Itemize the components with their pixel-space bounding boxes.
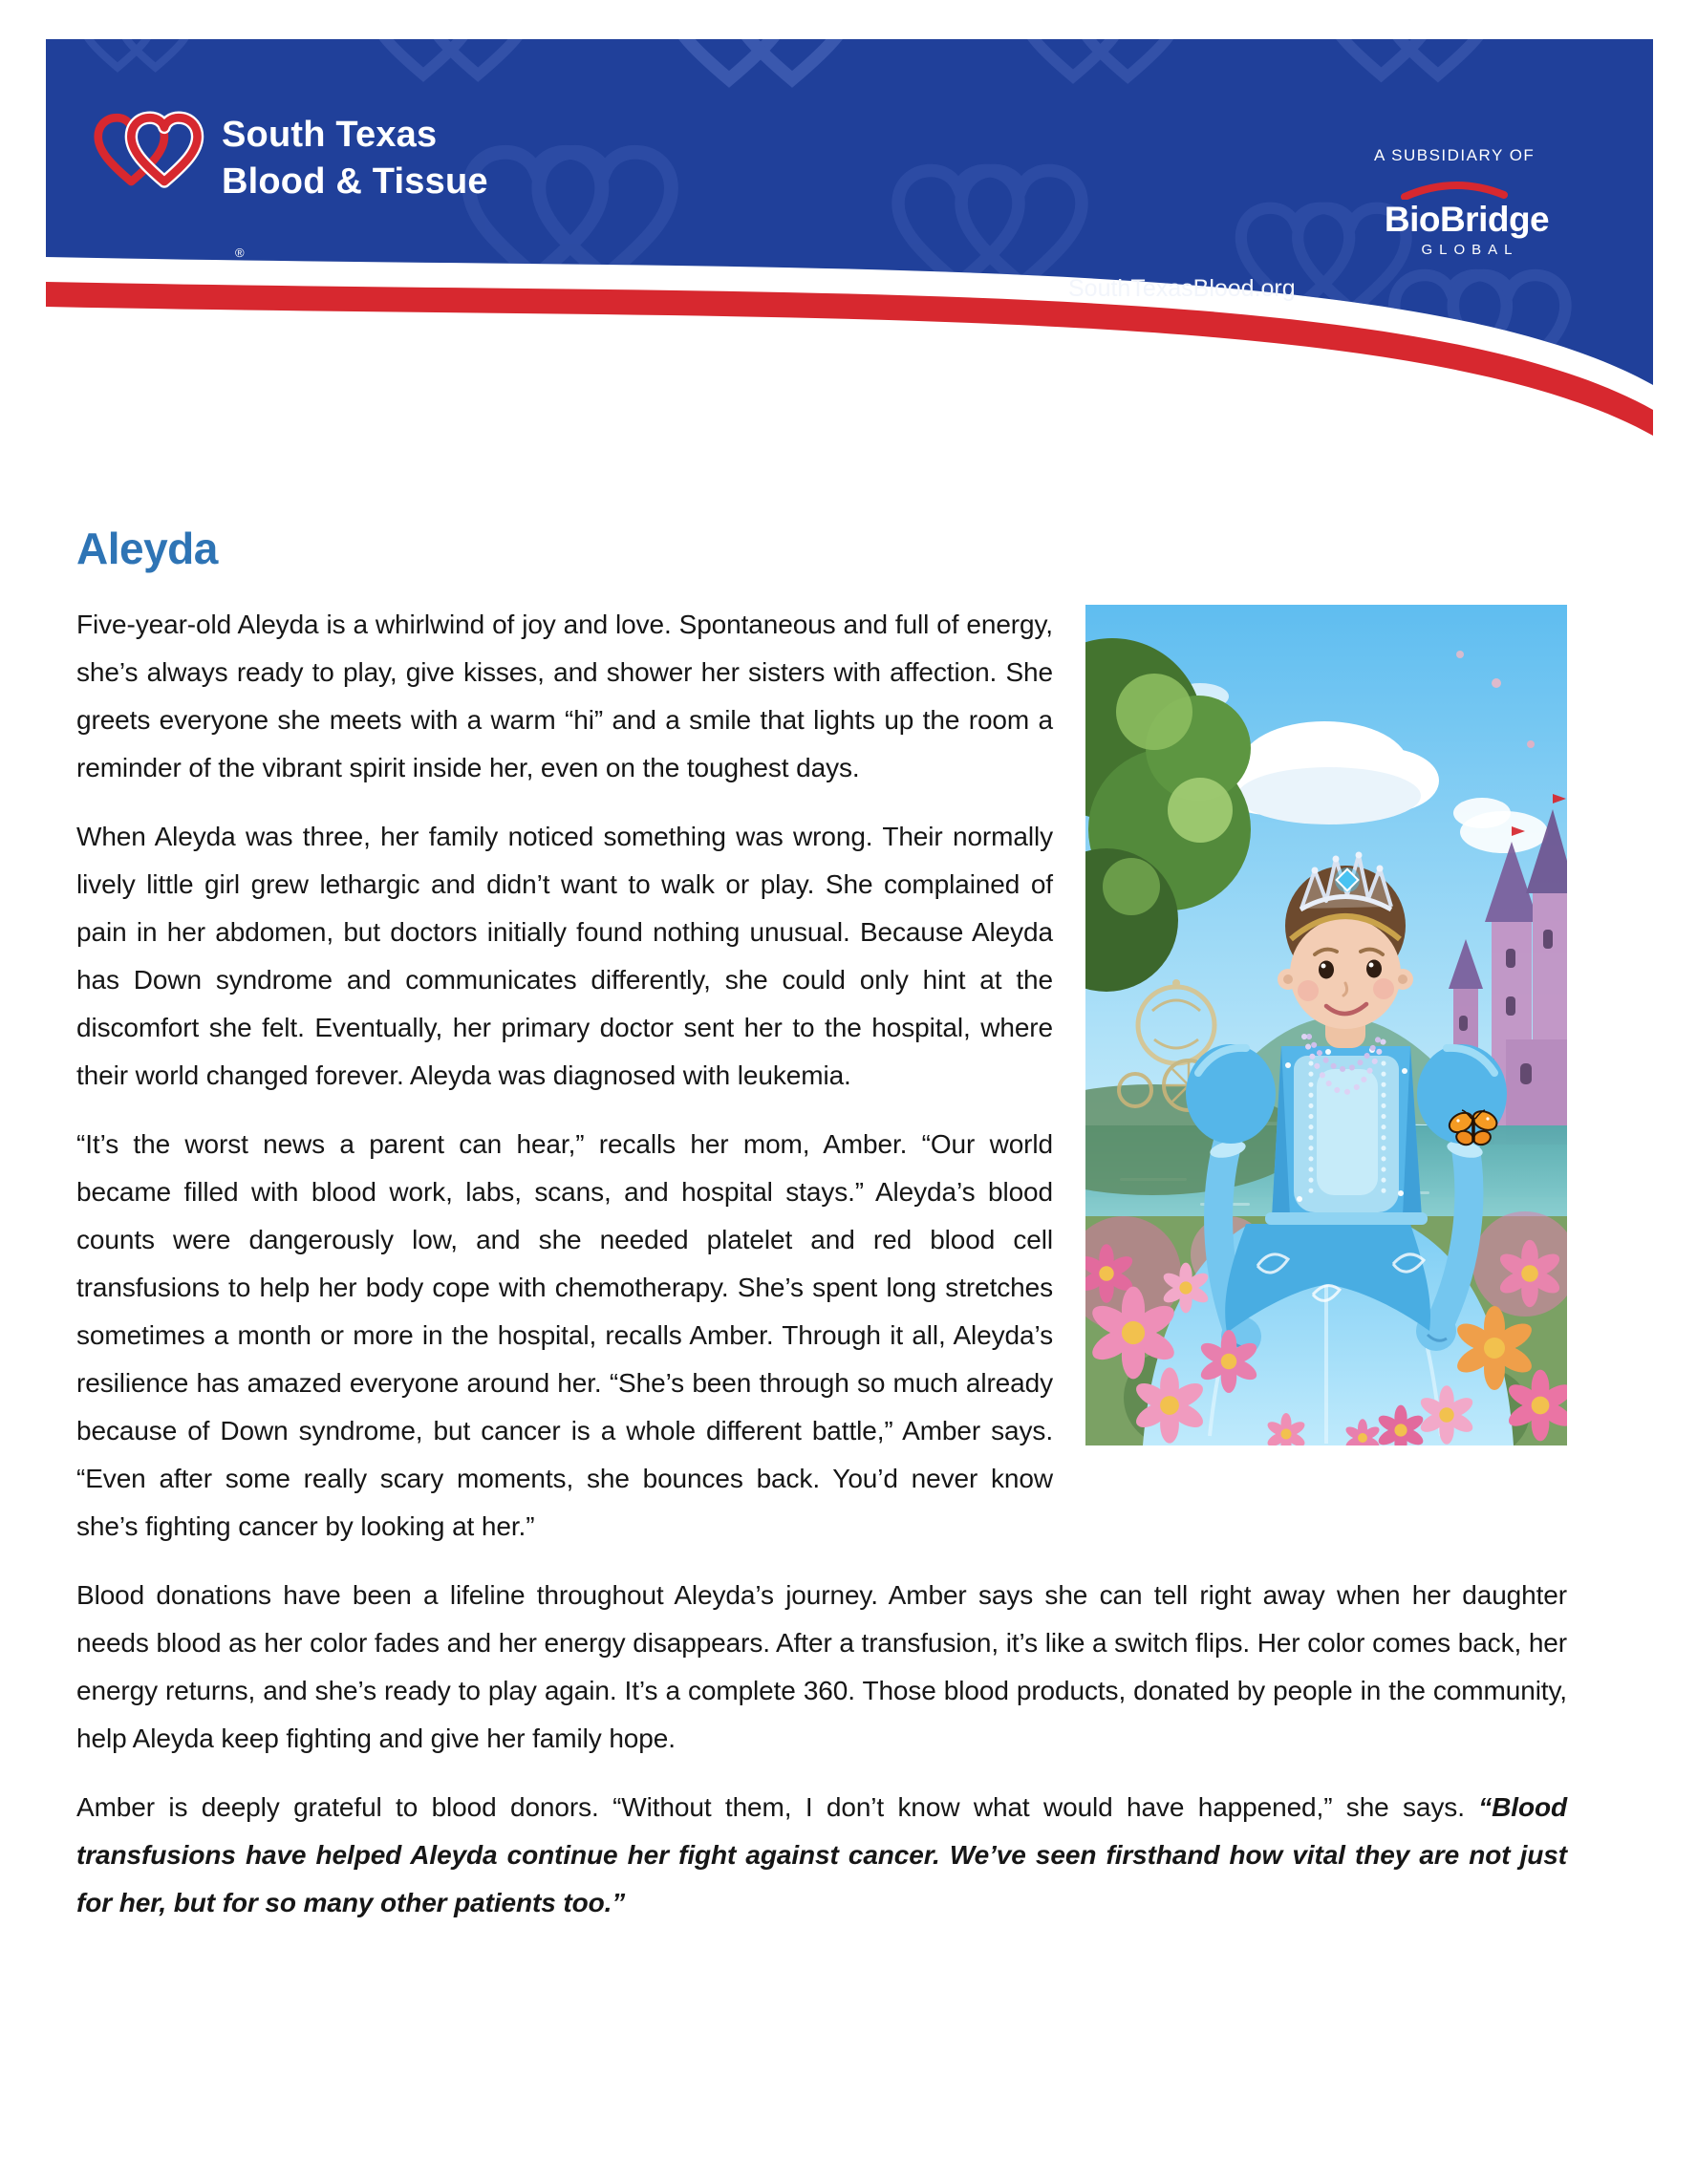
biobridge-arc-icon — [1401, 181, 1508, 200]
subsidiary-label: A SUBSIDIARY OF — [1374, 146, 1536, 164]
biobridge-global: GLOBAL — [1421, 242, 1519, 258]
page-title: Aleyda — [76, 524, 218, 573]
closing-lead: Amber is deeply grateful to blood donors. “Without them, I don’t know what would have happened,” she says. — [76, 1792, 1479, 1822]
org-name-line2: Blood & Tissue — [222, 161, 488, 202]
website-url: SouthTexasBlood.org — [1068, 275, 1296, 302]
double-heart-icon — [94, 106, 206, 202]
story-paragraph-5 — [76, 1784, 1567, 1927]
biobridge-name: BioBridge — [1384, 200, 1550, 239]
story-paragraph-2: When Aleyda was three, her family noticed something was wrong. Their normally lively little girl grew lethargic and didn’t want to walk or play. She complained of pain in her abdomen, but doctors initially found nothing unusual. Because Aleyda has Down syndrome and communicates differently, she could only hint at the discomfort she felt. Eventually, her primary doctor sent her to the hospital, where their world changed forever. Aleyda was diagnosed with leukemia. — [76, 822, 1053, 1090]
registered-trademark: ® — [235, 246, 245, 260]
story-paragraph-4: Blood donations have been a lifeline throughout Aleyda’s journey. Amber says she can tell right away when her daughter needs blood as her color fades and her energy disappears. After a transfusion, it’s like a switch flips. Her color comes back, her energy returns, and she’s ready to play again. It’s a complete 360. Those blood products, donated by people in the community, help Aleyda keep fighting and give her family hope. — [76, 1580, 1567, 1753]
org-name-line1: South Texas — [222, 115, 438, 155]
closing-quote: “Blood transfusions have helped Aleyda continue her fight against cancer. We’ve seen firsthand how vital they are not just for her, but for so many other patients too.” — [76, 1792, 1567, 1917]
article-body — [0, 521, 1697, 1927]
org-logo — [94, 106, 488, 260]
story-paragraph-3: “It’s the worst news a parent can hear,” recalls her mom, Amber. “Our world became filled with blood work, labs, scans, and hospital stays.” Aleyda’s blood counts were dangerously low, and she needed platelet and red blood cell transfusions to help her body cope with chemotherapy. She’s spent long stretches sometimes a month or more in the hospital, recalls Amber. Through it all, Aleyda’s resilience has amazed everyone around her. “She’s been through so much already because of Down syndrome, but cancer is a whole different battle,” Amber says. “Even after some really scary moments, she bounces back. You’d never know she’s fighting cancer by looking at her.” — [76, 1129, 1053, 1541]
org-name — [222, 112, 488, 205]
biobridge-logo — [1366, 181, 1567, 258]
story-paragraph-1: Five-year-old Aleyda is a whirlwind of joy and love. Spontaneous and full of energy, she’s always ready to play, give kisses, and shower her sisters with affection. She greets everyone she meets with a warm “hi” and a smile that lights up the room a reminder of the vibrant spirit inside her, even on the toughest days. — [76, 610, 1053, 782]
header-banner — [46, 39, 1653, 450]
aleyda-portrait-illustration — [1085, 605, 1567, 1445]
aleyda-photo — [1085, 605, 1567, 1445]
